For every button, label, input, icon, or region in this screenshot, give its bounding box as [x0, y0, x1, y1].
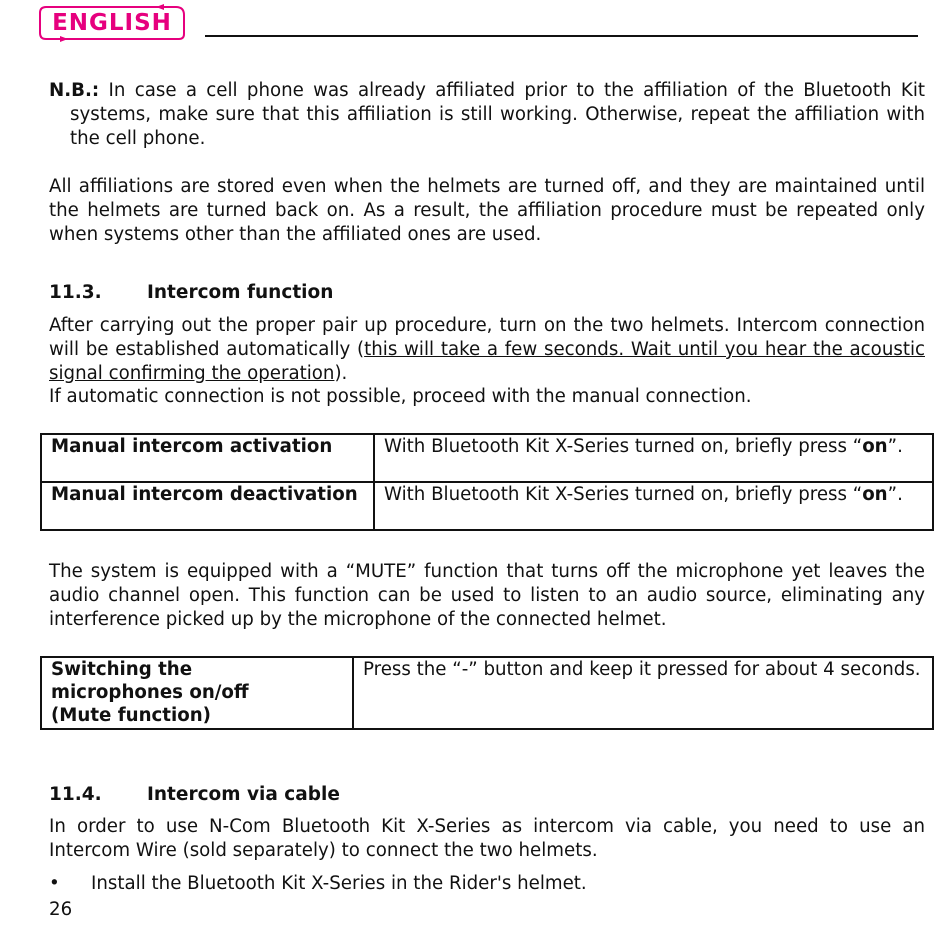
- key-line: microphones on/off: [51, 682, 249, 703]
- manual-connection-text: If automatic connection is not possible, proceed with the manual connection.: [49, 386, 752, 407]
- value-end: ”.: [887, 436, 903, 457]
- section-11-4-heading: [49, 783, 340, 807]
- language-label: ENGLISH: [52, 10, 172, 36]
- bullet-symbol: •: [49, 873, 60, 894]
- value-text: With Bluetooth Kit X-Series turned on, briefly press “: [384, 436, 863, 457]
- section-title: Intercom function: [147, 282, 334, 303]
- section-title: Intercom via cable: [147, 784, 340, 805]
- intercom-activation-table: [40, 433, 934, 531]
- value-text: With Bluetooth Kit X-Series turned on, briefly press “: [384, 484, 863, 505]
- intercom-intro-text: [49, 314, 925, 386]
- value-bold: on: [862, 484, 888, 505]
- language-badge: [38, 4, 186, 42]
- page-number: 26: [49, 899, 73, 920]
- table-key: Manual intercom deactivation: [41, 482, 374, 530]
- cable-intercom-text: In order to use N-Com Bluetooth Kit X-Series as intercom via cable, you need to use an Intercom Wire (sold separately) to connect the two helmets.: [49, 816, 925, 861]
- manual-connection-note: [49, 385, 925, 409]
- intercom-intro: [49, 314, 925, 386]
- affiliations-paragraph: [49, 175, 925, 247]
- intro-end: ).: [334, 363, 348, 384]
- bullet-text: Install the Bluetooth Kit X-Series in the Rider's helmet.: [91, 873, 587, 894]
- nb-text: In case a cell phone was already affiliated prior to the affiliation of the Bluetooth Kit systems, make sure that this affiliation is still working. Otherwise, repeat the affiliation with the cell phone.: [70, 80, 925, 149]
- nb-note: [49, 79, 925, 151]
- table-key: Manual intercom activation: [41, 434, 374, 482]
- key-line: Switching the: [51, 659, 193, 680]
- intro-start: After carrying out the proper pair up procedure, turn on the two helmets. Intercom connection will be established automatically (: [49, 315, 925, 360]
- mute-paragraph: [49, 560, 925, 632]
- cable-intercom-paragraph: [49, 815, 925, 863]
- section-11-3-heading: [49, 281, 333, 305]
- section-number: 11.4.: [49, 784, 102, 805]
- table-value: [374, 434, 933, 482]
- table-key: [41, 657, 353, 729]
- table-row: [41, 482, 933, 530]
- nb-label: N.B.:: [49, 80, 100, 101]
- table-row: [41, 657, 933, 729]
- table-value: Press the “-” button and keep it pressed for about 4 seconds.: [353, 657, 933, 729]
- section-number: 11.3.: [49, 282, 102, 303]
- affiliations-text: All affiliations are stored even when the helmets are turned off, and they are maintained until the helmets are turned back on. As a result, the affiliation procedure must be repeated only when systems other than the affiliated ones are used.: [49, 176, 925, 245]
- value-end: ”.: [887, 484, 903, 505]
- table-value: [374, 482, 933, 530]
- mute-text: The system is equipped with a “MUTE” function that turns off the microphone yet leaves the audio channel open. This function can be used to listen to an audio source, eliminating any interference picked up by the microphone of the connected helmet.: [49, 561, 925, 630]
- list-item: [49, 872, 587, 896]
- intro-underlined: this will take a few seconds. Wait until you hear the acoustic signal confirming the operation: [49, 339, 925, 384]
- mute-function-table: [40, 656, 934, 730]
- table-row: [41, 434, 933, 482]
- key-line: (Mute function): [51, 705, 211, 726]
- value-bold: on: [862, 436, 888, 457]
- header-rule: [205, 35, 918, 37]
